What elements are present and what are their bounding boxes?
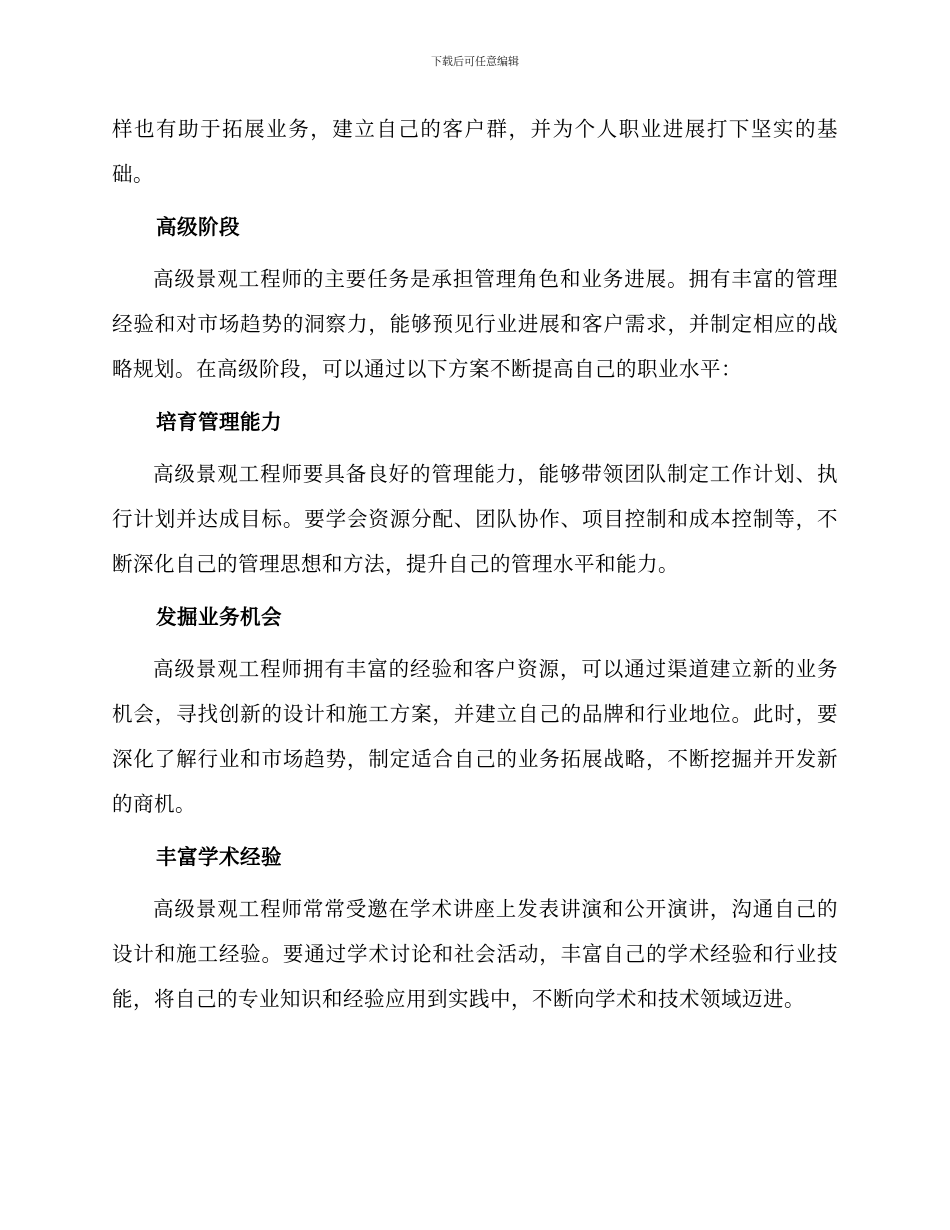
section-heading-academic: 丰富学术经验 [156,845,282,869]
page-header: 下载后可任意编辑 [431,55,519,68]
paragraph-business: 高级景观工程师拥有丰富的经验和客户资源，可以通过渠道建立新的业务机会，寻找创新的设计和施工方案，并建立自己的品牌和行业地位。此时，要深化了解行业和市场趋势，制定适合自己的业务拓展战略，不断挖掘并开发新的商机。 [112,657,838,816]
section-heading-management: 培育管理能力 [156,410,282,434]
paragraph-continuation: 样也有助于拓展业务，建立自己的客户群，并为个人职业进展打下坚实的基础。 [112,117,838,186]
section-heading-business: 发掘业务机会 [156,605,282,629]
section-heading-advanced-stage: 高级阶段 [156,215,240,239]
document-body [112,107,838,1022]
paragraph-advanced-stage: 高级景观工程师的主要任务是承担管理角色和业务进展。拥有丰富的管理经验和对市场趋势的洞察力，能够预见行业进展和客户需求，并制定相应的战略规划。在高级阶段，可以通过以下方案不断提高自己的职业水平： [112,267,838,381]
paragraph-management: 高级景观工程师要具备良好的管理能力，能够带领团队制定工作计划、执行计划并达成目标。要学会资源分配、团队协作、项目控制和成本控制等，不断深化自己的管理思想和方法，提升自己的管理水平和能力。 [112,462,838,576]
paragraph-academic: 高级景观工程师常常受邀在学术讲座上发表讲演和公开演讲，沟通自己的设计和施工经验。要通过学术讨论和社会活动，丰富自己的学术经验和行业技能，将自己的专业知识和经验应用到实践中，不断向学术和技术领域迈进。 [112,897,838,1011]
